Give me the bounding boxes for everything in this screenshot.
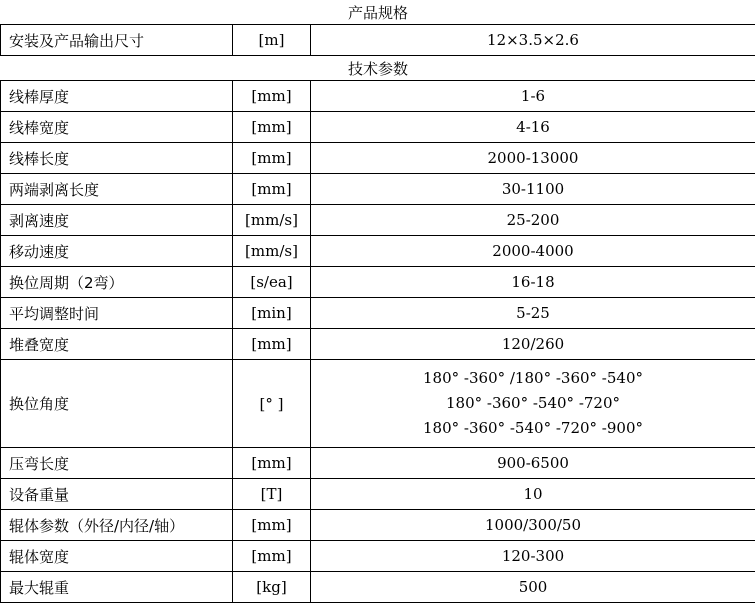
param-name: 线棒长度 [1, 143, 233, 174]
param-value: 120-300 [311, 541, 755, 572]
table-row [1, 143, 755, 174]
param-name: 换位角度 [1, 360, 233, 448]
table-row [1, 205, 755, 236]
param-unit: [min] [233, 298, 311, 329]
table-row-angle [1, 360, 755, 448]
table-row [1, 572, 755, 603]
param-value-multiline [311, 360, 755, 448]
param-value: 2000-13000 [311, 143, 755, 174]
param-name: 安装及产品输出尺寸 [1, 25, 233, 56]
param-unit: [mm/s] [233, 236, 311, 267]
param-name: 堆叠宽度 [1, 329, 233, 360]
param-value: 900-6500 [311, 448, 755, 479]
table-row [1, 25, 755, 56]
param-value: 1-6 [311, 81, 755, 112]
section-header-specs [1, 0, 755, 25]
param-value: 1000/300/50 [311, 510, 755, 541]
table-row [1, 510, 755, 541]
param-value: 120/260 [311, 329, 755, 360]
table-row [1, 81, 755, 112]
table-row [1, 236, 755, 267]
table-row [1, 448, 755, 479]
param-unit: [mm] [233, 541, 311, 572]
param-value: 12×3.5×2.6 [311, 25, 755, 56]
param-value: 10 [311, 479, 755, 510]
param-unit: [mm] [233, 81, 311, 112]
table-row [1, 174, 755, 205]
param-name: 辊体参数（外径/内径/轴） [1, 510, 233, 541]
section-title: 技术参数 [1, 56, 755, 81]
param-value: 25-200 [311, 205, 755, 236]
param-name: 辊体宽度 [1, 541, 233, 572]
table-row [1, 329, 755, 360]
angle-option: 180° -360° -540° -720° [311, 391, 755, 416]
table-row [1, 541, 755, 572]
section-header-params [1, 56, 755, 81]
param-unit: [mm/s] [233, 205, 311, 236]
param-unit: [m] [233, 25, 311, 56]
table-row [1, 112, 755, 143]
param-name: 最大辊重 [1, 572, 233, 603]
param-unit: [s/ea] [233, 267, 311, 298]
param-unit: [T] [233, 479, 311, 510]
table-row [1, 267, 755, 298]
param-name: 平均调整时间 [1, 298, 233, 329]
param-unit: [mm] [233, 510, 311, 541]
param-name: 换位周期（2弯） [1, 267, 233, 298]
param-name: 线棒宽度 [1, 112, 233, 143]
param-name: 线棒厚度 [1, 81, 233, 112]
param-unit: [mm] [233, 329, 311, 360]
param-value: 2000-4000 [311, 236, 755, 267]
param-name: 剥离速度 [1, 205, 233, 236]
param-name: 两端剥离长度 [1, 174, 233, 205]
param-unit: [mm] [233, 143, 311, 174]
param-unit: [° ] [233, 360, 311, 448]
param-unit: [mm] [233, 174, 311, 205]
param-value: 500 [311, 572, 755, 603]
param-value: 4-16 [311, 112, 755, 143]
section-title: 产品规格 [1, 0, 755, 25]
table-row [1, 298, 755, 329]
table-row [1, 479, 755, 510]
param-value: 16-18 [311, 267, 755, 298]
param-value: 30-1100 [311, 174, 755, 205]
angle-option: 180° -360° /180° -360° -540° [311, 366, 755, 391]
param-value: 5-25 [311, 298, 755, 329]
param-unit: [mm] [233, 448, 311, 479]
angle-option: 180° -360° -540° -720° -900° [311, 416, 755, 441]
param-unit: [kg] [233, 572, 311, 603]
param-name: 移动速度 [1, 236, 233, 267]
param-name: 压弯长度 [1, 448, 233, 479]
param-name: 设备重量 [1, 479, 233, 510]
param-unit: [mm] [233, 112, 311, 143]
